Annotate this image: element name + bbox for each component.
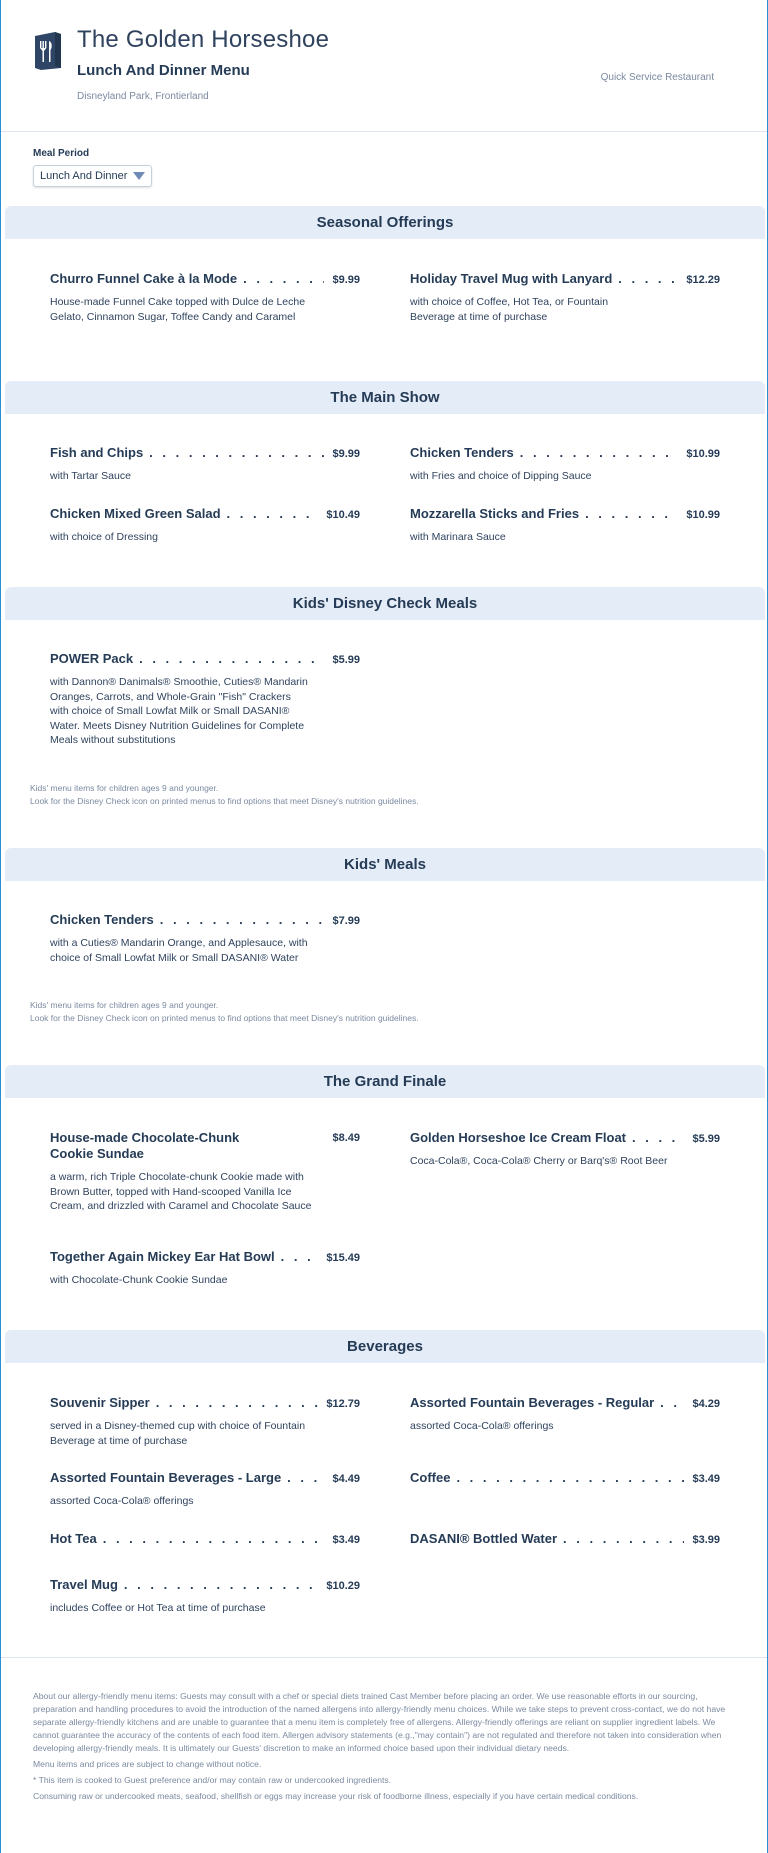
leader-dots — [287, 1470, 324, 1485]
menu-item — [50, 445, 360, 484]
menu-name: Lunch And Dinner Menu — [77, 62, 250, 79]
meal-period-select[interactable] — [33, 165, 152, 187]
meal-period-label: Meal Period — [33, 148, 90, 159]
meal-period — [33, 148, 152, 187]
leader-dots — [456, 1470, 684, 1485]
menu-item — [410, 271, 720, 324]
menu-item — [410, 1531, 720, 1547]
restaurant-name: The Golden Horseshoe — [77, 26, 330, 53]
leader-dots — [103, 1531, 325, 1546]
location: Disneyland Park, Frontierland — [77, 91, 209, 102]
item-price: $3.49 — [332, 1534, 360, 1546]
item-name: Together Again Mickey Ear Hat Bowl — [50, 1249, 275, 1264]
item-price: $10.49 — [326, 509, 360, 521]
item-description: with Tartar Sauce — [50, 470, 131, 482]
cooked-note: * This item is cooked to Guest preference and/or may contain raw or undercooked ingredients. — [33, 1775, 392, 1785]
item-description: House-made Funnel Cake topped with Dulce de Leche Gelato, Cinnamon Sugar, Toffee Candy and Caramel — [50, 296, 306, 323]
leader-dots — [160, 912, 325, 927]
item-description: with choice of Coffee, Hot Tea, or Fountain Beverage at time of purchase — [410, 296, 609, 323]
menu-item — [50, 912, 360, 965]
leader-dots — [632, 1130, 684, 1145]
section-header-kids-meals: Kids' Meals — [5, 848, 765, 881]
item-name: Fish and Chips — [50, 445, 144, 460]
section-header-main-show: The Main Show — [5, 381, 765, 414]
item-name: Golden Horseshoe Ice Cream Float — [410, 1130, 627, 1145]
meal-period-value: Lunch And Dinner — [40, 170, 128, 182]
item-price: $5.99 — [332, 654, 360, 666]
leader-dots — [156, 1395, 319, 1410]
section-header-beverages: Beverages — [5, 1330, 765, 1363]
item-description: assorted Coca-Cola® offerings — [50, 1495, 194, 1507]
title-block — [77, 26, 329, 102]
item-name: Holiday Travel Mug with Lanyard — [410, 271, 613, 286]
allergy-disclaimer: About our allergy-friendly menu items: Guests may consult with a chef or special diets trained Cast Member before placing an order. We use reasonable efforts in our sourcing, preparation and handling procedures to avoid the introduction of the named allergens into allergy-friendly menu choices. While we take steps to prevent cross-contact, we do not have separate allergy-friendly kitchens and are unable to guarantee that a menu item is completely free of allergens. Allergy-friendly offerings are reliant on supplier ingredient labels. We cannot guarantee the accuracy of the contents of each food item. Allergen advisory statements (e.g.,"may contain") are not regulated and therefore not taken into consideration when developing allergy-friendly meals. It is ultimately our Guests' discretion to make an informed choice based upon their individual dietary needs. — [33, 1691, 726, 1753]
item-description: with Dannon® Danimals® Smoothie, Cuties® Mandarin Oranges, Carrots, and Whole-Grain "Fish" Crackers with choice of Small Lowfat Milk or Small DASANI® Water. Meets Disney Nutrition Guidelines for Complete Meals without substitutions — [50, 676, 308, 746]
item-name: Assorted Fountain Beverages - Regular — [410, 1395, 655, 1410]
item-price: $3.49 — [692, 1473, 720, 1485]
leader-dots — [563, 1531, 684, 1546]
item-price: $4.49 — [332, 1473, 360, 1485]
item-price: $3.99 — [692, 1534, 720, 1546]
item-description: includes Coffee or Hot Tea at time of purchase — [50, 1602, 266, 1614]
fork-knife-icon — [33, 32, 63, 70]
menu-item — [410, 445, 720, 484]
leader-dots — [520, 445, 679, 460]
leader-dots — [124, 1577, 318, 1592]
item-name: Hot Tea — [50, 1531, 97, 1546]
item-name: Chicken Tenders — [410, 445, 514, 460]
item-name: DASANI® Bottled Water — [410, 1531, 558, 1546]
section-header-kids-check: Kids' Disney Check Meals — [5, 587, 765, 620]
menu-header — [1, 0, 767, 132]
menu-item — [410, 1130, 720, 1169]
item-description: Coca-Cola®, Coca-Cola® Cherry or Barq's® Root Beer — [410, 1155, 668, 1167]
item-price: $10.99 — [686, 509, 720, 521]
item-price: $5.99 — [692, 1133, 720, 1145]
item-description: served in a Disney-themed cup with choice of Fountain Beverage at time of purchase — [50, 1420, 306, 1447]
menu-item — [50, 1577, 360, 1616]
item-name: Assorted Fountain Beverages - Large — [50, 1470, 282, 1485]
item-price: $12.29 — [686, 274, 720, 286]
menu-footer — [1, 1657, 767, 1853]
chevron-down-icon — [133, 172, 145, 180]
kids-note-check: Look for the Disney Check icon on printed menus to find options that meet Disney's nutrition guidelines. — [30, 1013, 419, 1023]
item-name: Churro Funnel Cake à la Mode — [50, 271, 238, 286]
raw-food-warning: Consuming raw or undercooked meats, seafood, shellfish or eggs may increase your risk of foodborne illness, especially if you have certain medical conditions. — [33, 1791, 639, 1801]
item-description: with Fries and choice of Dipping Sauce — [410, 470, 592, 482]
kids-note — [30, 999, 419, 1025]
item-description: with choice of Dressing — [50, 531, 158, 543]
item-name: Chicken Mixed Green Salad — [50, 506, 221, 521]
menu-item — [50, 506, 360, 545]
leader-dots — [618, 271, 678, 286]
kids-note-check: Look for the Disney Check icon on printed menus to find options that meet Disney's nutrition guidelines. — [30, 796, 419, 806]
leader-dots — [227, 506, 319, 521]
section-header-grand-finale: The Grand Finale — [5, 1065, 765, 1098]
item-description: with Marinara Sauce — [410, 531, 506, 543]
item-description: with Chocolate-Chunk Cookie Sundae — [50, 1274, 228, 1286]
menu-item — [410, 1470, 720, 1486]
menu-item — [50, 271, 360, 324]
item-price: $9.99 — [332, 448, 360, 460]
item-description: a warm, rich Triple Chocolate-chunk Cookie made with Brown Butter, topped with Hand-scooped Vanilla Ice Cream, and drizzled with Caramel and Chocolate Sauce — [50, 1171, 312, 1212]
item-description: with a Cuties® Mandarin Orange, and Applesauce, with choice of Small Lowfat Milk or Small DASANI® Water — [50, 937, 308, 964]
item-price: $10.29 — [326, 1580, 360, 1592]
item-name: Mozzarella Sticks and Fries — [410, 506, 580, 521]
menu-item — [50, 1531, 360, 1547]
leader-dots — [243, 271, 324, 286]
leader-dots — [281, 1249, 319, 1264]
item-name: Travel Mug — [50, 1577, 118, 1592]
menu-item — [410, 506, 720, 545]
item-name: POWER Pack — [50, 651, 134, 666]
kids-note — [30, 782, 419, 808]
leader-dots — [139, 651, 324, 666]
item-description: assorted Coca-Cola® offerings — [410, 1420, 554, 1432]
menu-item — [50, 1395, 360, 1448]
menu-item — [50, 1249, 360, 1288]
item-name: Souvenir Sipper — [50, 1395, 150, 1410]
item-name: Chicken Tenders — [50, 912, 154, 927]
section-header-seasonal: Seasonal Offerings — [5, 206, 765, 239]
kids-note-age: Kids' menu items for children ages 9 and younger. — [30, 1000, 219, 1010]
leader-dots — [149, 445, 324, 460]
item-price: $10.99 — [686, 448, 720, 460]
kids-note-age: Kids' menu items for children ages 9 and younger. — [30, 783, 219, 793]
item-price: $12.79 — [326, 1398, 360, 1410]
leader-dots — [585, 506, 678, 521]
menu-item — [410, 1395, 720, 1434]
item-price: $7.99 — [332, 915, 360, 927]
item-name: Coffee — [410, 1470, 451, 1485]
item-price: $8.49 — [332, 1132, 360, 1144]
item-price: $15.49 — [326, 1252, 360, 1264]
menu-item — [50, 1470, 360, 1509]
item-name: House-made Chocolate-Chunk Cookie Sundae — [50, 1130, 240, 1161]
service-type: Quick Service Restaurant — [600, 72, 714, 83]
item-price: $4.29 — [692, 1398, 720, 1410]
menu-item — [50, 1130, 360, 1214]
menu-item — [50, 651, 360, 748]
price-disclaimer: Menu items and prices are subject to change without notice. — [33, 1759, 262, 1769]
item-price: $9.99 — [332, 274, 360, 286]
leader-dots — [660, 1395, 684, 1410]
